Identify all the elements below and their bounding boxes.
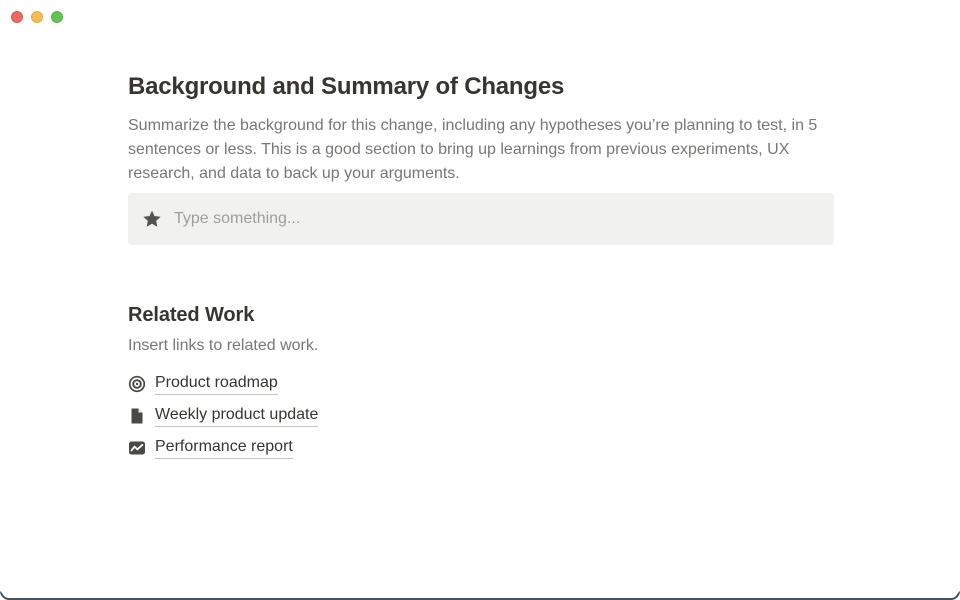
link-label: Product roadmap <box>155 373 278 395</box>
close-button[interactable] <box>11 11 23 23</box>
document-icon <box>128 407 146 425</box>
prompt-input[interactable] <box>174 210 820 228</box>
link-label: Performance report <box>155 437 293 459</box>
background-description: Summarize the background for this change, including any hypotheses you’re planning to test, in 5 sentences or less. This is a good section to bring up learnings from previous experiments, UX research, and data to back up your arguments. <box>128 117 818 182</box>
link-weekly-product-update[interactable] <box>128 400 318 432</box>
target-icon <box>128 375 146 393</box>
link-label: Weekly product update <box>155 405 318 427</box>
link-performance-report[interactable] <box>128 432 293 464</box>
related-work-title: Related Work <box>128 304 255 326</box>
related-work-description: Insert links to related work. <box>128 337 319 354</box>
related-work-links <box>128 368 834 464</box>
minimize-button[interactable] <box>31 11 43 23</box>
document-body <box>128 75 834 464</box>
window-controls <box>11 11 63 23</box>
link-product-roadmap[interactable] <box>128 368 278 400</box>
star-icon <box>142 209 162 229</box>
page-title: Background and Summary of Changes <box>128 73 565 100</box>
chart-icon <box>128 439 146 457</box>
window-frame-edge <box>0 591 960 600</box>
text-entry-block[interactable] <box>128 193 834 245</box>
zoom-button[interactable] <box>51 11 63 23</box>
